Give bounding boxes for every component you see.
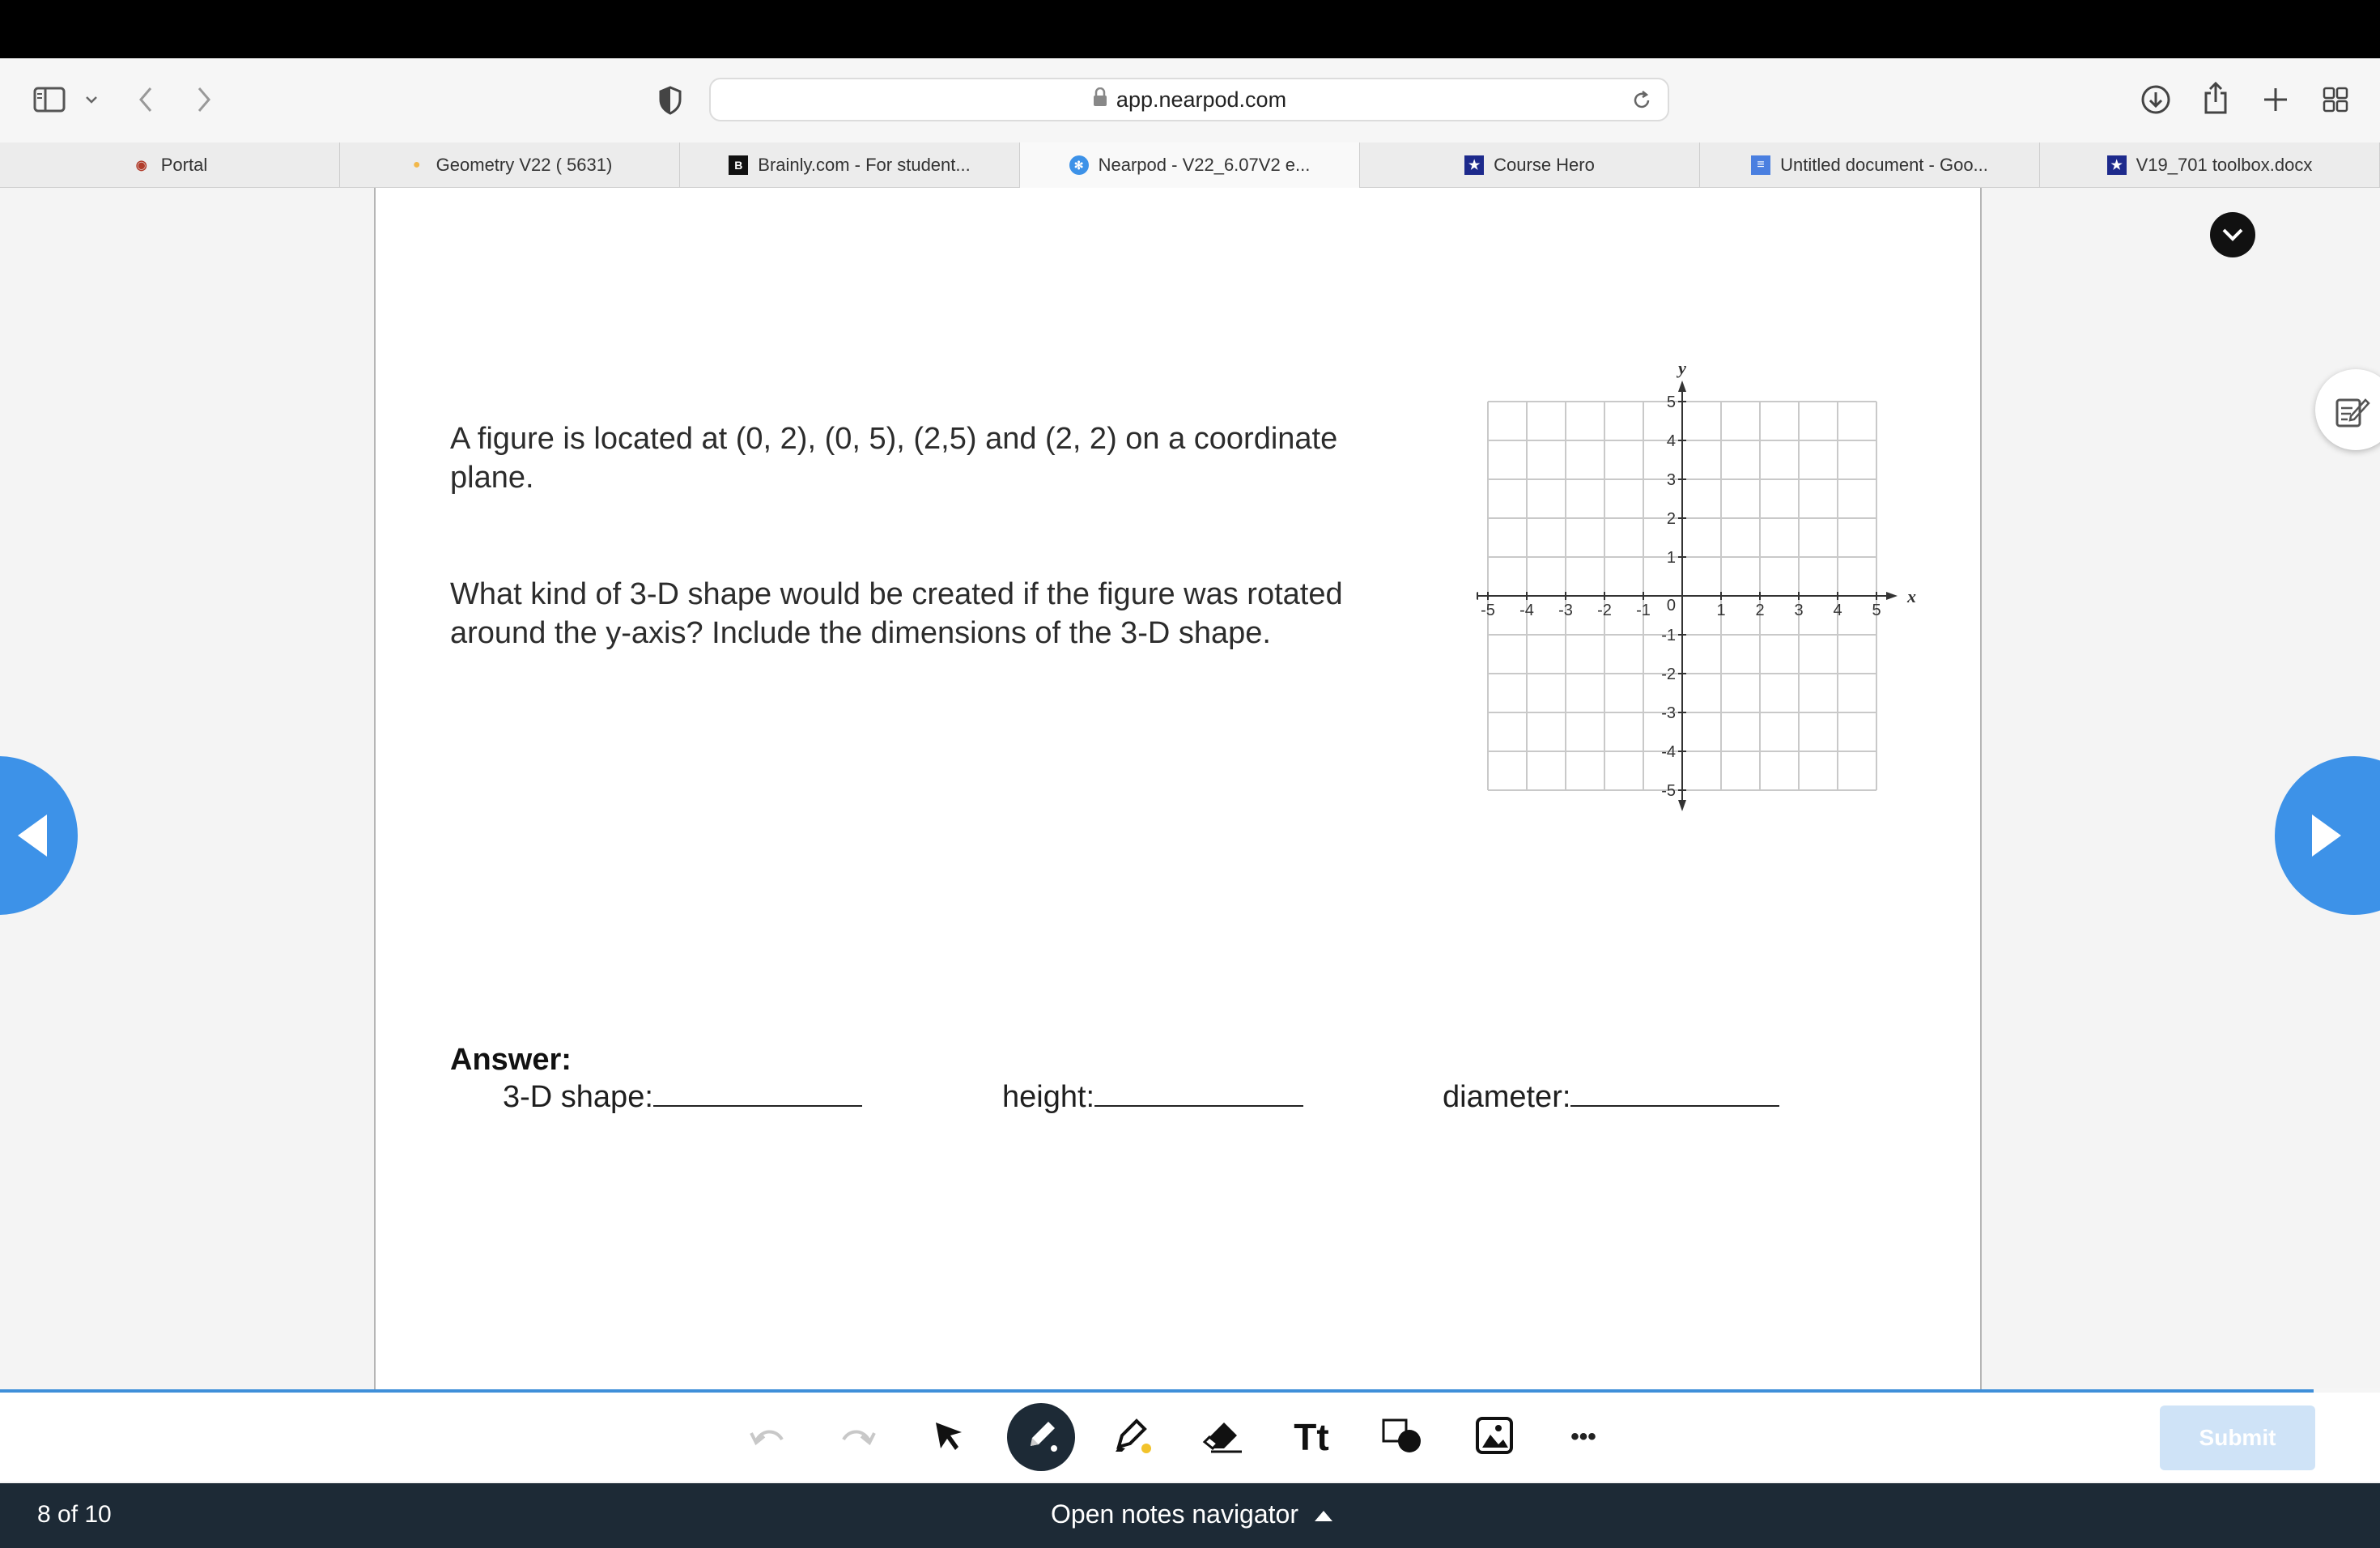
origin-label: 0: [1666, 597, 1676, 615]
tab-brainly[interactable]: [680, 142, 1020, 188]
chevron-down-icon[interactable]: [81, 87, 102, 112]
x-tick-label: 4: [1833, 602, 1842, 619]
question-paragraph-1: A figure is located at (0, 2), (0, 5), (2,5) and (2, 2) on a coordinate plane.: [450, 422, 1338, 495]
tab-bar: [0, 142, 2380, 188]
tab-course-hero[interactable]: [1360, 142, 1700, 188]
footer-bar: [0, 1483, 2380, 1548]
sidebar-toggle-icon[interactable]: [31, 81, 68, 118]
tab-toolbox-docx[interactable]: [2040, 142, 2380, 188]
highlighter-icon: [1111, 1414, 1153, 1461]
notes-edit-icon: [2335, 393, 2370, 433]
y-tick-label: -2: [1661, 666, 1676, 683]
undo-icon: [748, 1423, 787, 1452]
x-tick-label: -5: [1481, 602, 1495, 619]
nearpod-icon: ✻: [1069, 155, 1089, 175]
tab-label: Geometry V22 ( 5631): [436, 155, 613, 175]
coursehero-icon: ★: [1464, 155, 1484, 175]
tab-nearpod[interactable]: [1020, 142, 1360, 188]
eraser-icon: [1200, 1416, 1245, 1459]
x-tick-label: -4: [1519, 602, 1534, 619]
lock-icon: [1092, 87, 1108, 113]
pen-tool-button[interactable]: [1007, 1403, 1075, 1471]
shapes-tool-button[interactable]: [1368, 1403, 1436, 1471]
highlighter-tool-button[interactable]: [1098, 1403, 1166, 1471]
y-tick-label: 2: [1666, 510, 1676, 528]
brainly-icon: B: [729, 155, 748, 175]
back-arrow-icon[interactable]: [130, 81, 162, 118]
y-tick-label: 3: [1666, 471, 1676, 489]
arrow-right-icon: [2309, 811, 2344, 864]
page-counter: 8 of 10: [37, 1501, 112, 1528]
tick-labels: [1481, 361, 1916, 800]
shapes-icon: [1380, 1415, 1424, 1460]
notes-navigator-label: Open notes navigator: [1051, 1499, 1298, 1529]
x-tick-label: -1: [1636, 602, 1651, 619]
new-tab-plus-icon[interactable]: [2257, 81, 2294, 118]
submit-button[interactable]: Submit: [2160, 1406, 2315, 1470]
y-axis-arrow-up: [1678, 381, 1686, 392]
y-tick-label: 5: [1666, 393, 1676, 411]
y-tick-label: 1: [1666, 549, 1676, 567]
y-tick-label: 4: [1666, 432, 1676, 450]
tab-label: Untitled document - Goo...: [1780, 155, 1988, 175]
tab-label: Brainly.com - For student...: [758, 155, 971, 175]
reload-icon[interactable]: [1630, 89, 1653, 117]
tab-label: Nearpod - V22_6.07V2 e...: [1098, 155, 1311, 175]
diameter-answer-row: [1443, 1080, 1779, 1115]
select-tool-button[interactable]: [915, 1403, 983, 1471]
diameter-label: diameter:: [1443, 1080, 1571, 1114]
x-tick-label: 2: [1755, 602, 1765, 619]
y-tick-label: -4: [1661, 743, 1676, 761]
download-icon[interactable]: [2137, 81, 2174, 118]
question-paragraph-2: What kind of 3-D shape would be created if the figure was rotated around the y-axis? Include the dimensions of the 3-D shape.: [450, 577, 1343, 650]
shape-answer-row: [503, 1080, 862, 1115]
redo-icon: [839, 1423, 878, 1452]
browser-toolbar: [0, 58, 2380, 142]
cursor-arrow-icon: [931, 1418, 967, 1457]
x-tick-label: -3: [1558, 602, 1573, 619]
redo-button[interactable]: [824, 1403, 892, 1471]
tab-label: Portal: [160, 155, 208, 175]
shape-label: 3-D shape:: [503, 1080, 653, 1114]
y-tick-label: -3: [1661, 704, 1676, 722]
slide-canvas: [374, 188, 1982, 1389]
x-axis-arrow-right: [1886, 592, 1898, 600]
diameter-answer-blank[interactable]: [1570, 1081, 1779, 1107]
forward-arrow-icon[interactable]: [188, 81, 220, 118]
undo-button[interactable]: [733, 1403, 801, 1471]
coursehero-icon: ★: [2107, 155, 2127, 175]
text-tool-button[interactable]: Tt: [1294, 1416, 1329, 1458]
top-black-bar: [0, 0, 2380, 58]
caret-up-icon: [1313, 1499, 1334, 1529]
x-axis-label: x: [1907, 586, 1916, 606]
image-icon: [1474, 1415, 1515, 1460]
url-text: app.nearpod.com: [1116, 87, 1287, 112]
tab-google-docs[interactable]: [1700, 142, 2040, 188]
x-tick-label: 1: [1716, 602, 1726, 619]
eraser-tool-button[interactable]: [1188, 1403, 1256, 1471]
tab-geometry[interactable]: [340, 142, 680, 188]
pencil-icon: [1021, 1415, 1061, 1460]
x-tick-label: 3: [1794, 602, 1804, 619]
x-axis-arrow-left: [1477, 592, 1478, 600]
notes-navigator-toggle[interactable]: [1051, 1499, 1334, 1529]
arrow-left-icon: [15, 811, 50, 864]
address-bar[interactable]: [709, 78, 1669, 121]
tab-portal[interactable]: [0, 142, 340, 188]
tab-label: Course Hero: [1494, 155, 1595, 175]
coordinate-plane: [1477, 361, 1978, 847]
y-tick-label: -1: [1661, 627, 1676, 644]
y-tick-label: -5: [1661, 782, 1676, 800]
more-tools-button[interactable]: •••: [1570, 1423, 1596, 1450]
x-tick-label: 5: [1872, 602, 1881, 619]
height-label: height:: [1002, 1080, 1095, 1114]
collapse-chevron-icon[interactable]: [2210, 212, 2255, 257]
share-icon[interactable]: [2197, 78, 2234, 118]
image-tool-button[interactable]: [1460, 1403, 1528, 1471]
tab-label: V19_701 toolbox.docx: [2136, 155, 2313, 175]
y-axis-arrow-down: [1678, 800, 1686, 811]
answer-heading: Answer:: [450, 1043, 572, 1077]
lightbulb-icon: ●: [412, 158, 421, 172]
height-answer-blank[interactable]: [1094, 1081, 1303, 1107]
x-tick-label: -2: [1597, 602, 1612, 619]
owl-icon: ◉: [135, 159, 147, 172]
y-axis-label: y: [1678, 361, 1686, 378]
shape-answer-blank[interactable]: [653, 1081, 862, 1107]
privacy-shield-icon[interactable]: [654, 83, 686, 118]
axes: [1477, 381, 1898, 811]
docs-icon: ≡: [1751, 155, 1770, 175]
tab-overview-icon[interactable]: [2317, 81, 2354, 118]
height-answer-row: [1002, 1080, 1303, 1115]
